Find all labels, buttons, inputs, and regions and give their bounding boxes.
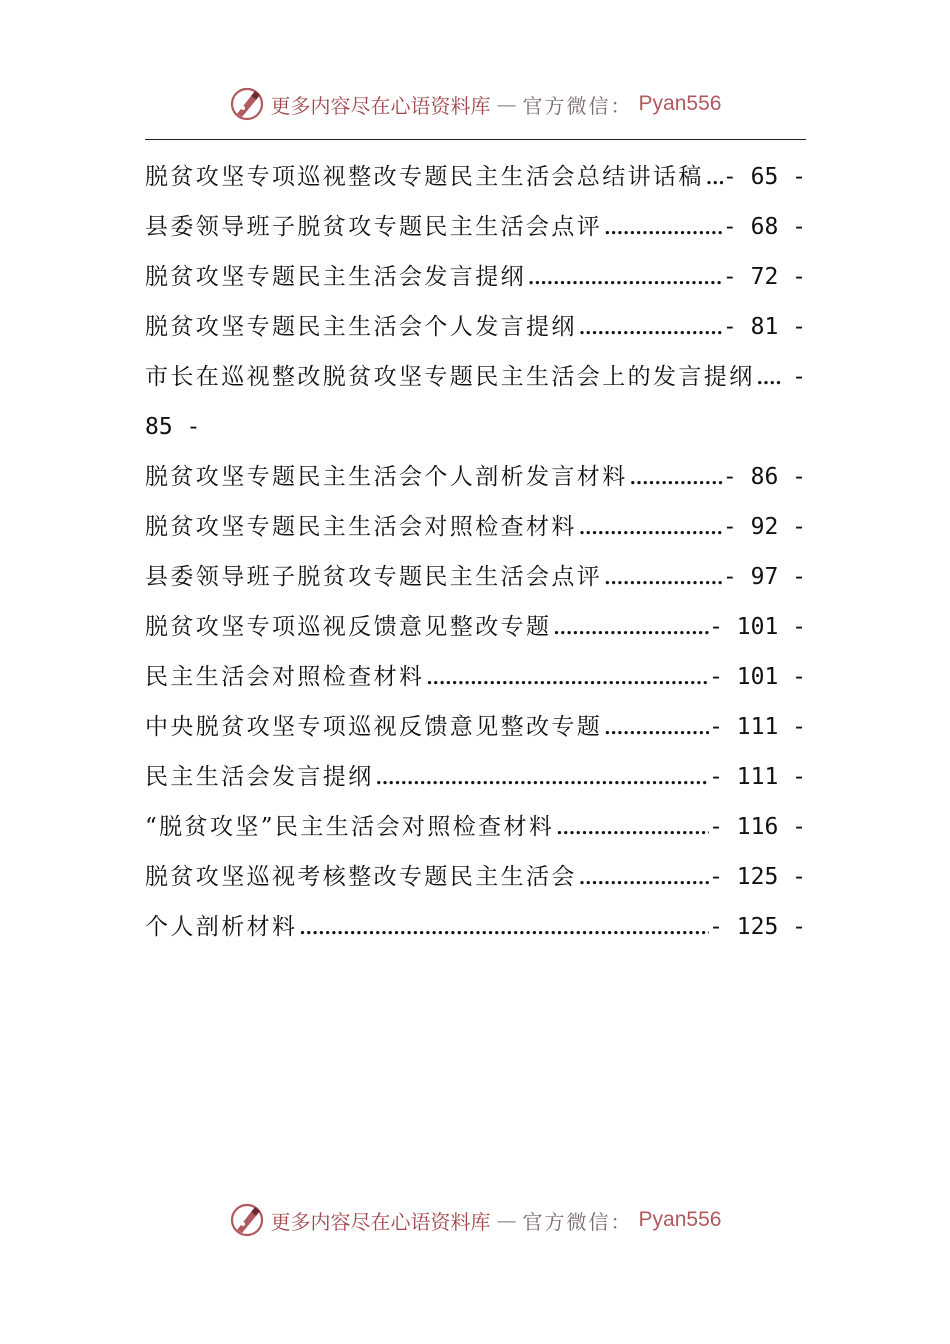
toc-entry-page: - 68 - [722, 214, 806, 240]
toc-entry-title: 脱贫攻坚专题民主生活会对照检查材料 [145, 514, 577, 540]
toc-entry[interactable] [145, 302, 806, 352]
toc-leader-dots [704, 154, 723, 202]
toc-leader-dots [551, 604, 709, 652]
banner-dash: — [496, 1208, 517, 1232]
toc-entry-title: 中央脱贫攻坚专项巡视反馈意见整改专题 [145, 714, 603, 740]
toc-leader-dots [602, 554, 723, 602]
toc-leader-dots [297, 904, 709, 952]
table-of-contents [145, 152, 806, 952]
toc-leader-dots [577, 854, 709, 902]
toc-leader-dots [602, 704, 709, 752]
toc-entry-page: - 97 - [722, 564, 806, 590]
toc-entry-page: - 116 - [709, 814, 806, 840]
toc-entry-title: 县委领导班子脱贫攻专题民主生活会点评 [145, 564, 603, 590]
toc-entry-continuation[interactable] [145, 402, 806, 452]
toc-entry-title: 个人剖析材料 [145, 914, 298, 940]
toc-entry-page: - 86 - [722, 464, 806, 490]
toc-entry[interactable] [145, 652, 806, 702]
banner-wechat-id: Pyan556 [638, 1208, 722, 1231]
pen-nib-logo-icon [229, 86, 265, 122]
toc-entry[interactable] [145, 802, 806, 852]
toc-entry-page: - 81 - [722, 314, 806, 340]
toc-leader-dots [554, 804, 709, 852]
header-banner [0, 84, 950, 124]
toc-leader-dots [755, 354, 784, 402]
toc-entry[interactable] [145, 252, 806, 302]
toc-leader-dots [424, 654, 709, 702]
toc-entry-page: - 111 - [709, 764, 806, 790]
banner-main-text: 更多内容尽在心语资料库 [270, 1209, 491, 1234]
toc-entry-page: - 72 - [722, 264, 806, 290]
pen-nib-logo-icon [229, 1202, 265, 1238]
banner-wechat-label: 官方微信： [522, 1209, 633, 1234]
toc-entry-page: - 92 - [722, 514, 806, 540]
toc-entry[interactable] [145, 502, 806, 552]
toc-entry[interactable] [145, 852, 806, 902]
toc-entry-title: 脱贫攻坚专题民主生活会个人剖析发言材料 [145, 464, 628, 490]
toc-entry-title: 市长在巡视整改脱贫攻坚专题民主生活会上的发言提纲 [145, 364, 755, 390]
toc-entry[interactable] [145, 452, 806, 502]
toc-entry[interactable] [145, 352, 806, 402]
toc-entry-title: 县委领导班子脱贫攻专题民主生活会点评 [145, 214, 603, 240]
toc-entry-page: - 111 - [709, 714, 806, 740]
toc-entry[interactable] [145, 202, 806, 252]
toc-entry-title: 脱贫攻坚专题民主生活会个人发言提纲 [145, 314, 577, 340]
toc-entry[interactable] [145, 602, 806, 652]
toc-entry-page: 85 - [145, 414, 201, 440]
banner-main-text: 更多内容尽在心语资料库 [270, 93, 491, 118]
toc-entry-title: 脱贫攻坚巡视考核整改专题民主生活会 [145, 864, 577, 890]
toc-entry-title: 脱贫攻坚专题民主生活会发言提纲 [145, 264, 526, 290]
toc-leader-dots [577, 504, 723, 552]
footer-banner [0, 1200, 950, 1240]
toc-leader-dots [577, 304, 723, 352]
toc-leader-dots [602, 204, 723, 252]
toc-entry-page-start: - [792, 364, 806, 390]
toc-entry-title: 脱贫攻坚专项巡视反馈意见整改专题 [145, 614, 552, 640]
banner-dash: — [496, 92, 517, 116]
toc-leader-dots [526, 254, 723, 302]
toc-entry-page: - 125 - [709, 864, 806, 890]
toc-entry[interactable] [145, 702, 806, 752]
toc-entry[interactable] [145, 152, 806, 202]
toc-leader-dots [374, 754, 709, 802]
toc-entry-page: - 65 - [722, 164, 806, 190]
toc-leader-dots [628, 454, 723, 502]
toc-entry-title: 脱贫攻坚专项巡视整改专题民主生活会总结讲话稿 [145, 164, 704, 190]
header-rule [145, 139, 806, 140]
toc-entry-title: “脱贫攻坚”民主生活会对照检查材料 [145, 814, 555, 840]
toc-entry-page: - 125 - [709, 914, 806, 940]
toc-entry-page: - 101 - [709, 614, 806, 640]
toc-entry[interactable] [145, 902, 806, 952]
toc-entry-title: 民主生活会对照检查材料 [145, 664, 425, 690]
banner-wechat-id: Pyan556 [638, 92, 722, 115]
toc-entry-page: - 101 - [709, 664, 806, 690]
banner-wechat-label: 官方微信： [522, 93, 633, 118]
toc-entry[interactable] [145, 552, 806, 602]
toc-entry-title: 民主生活会发言提纲 [145, 764, 374, 790]
toc-entry[interactable] [145, 752, 806, 802]
